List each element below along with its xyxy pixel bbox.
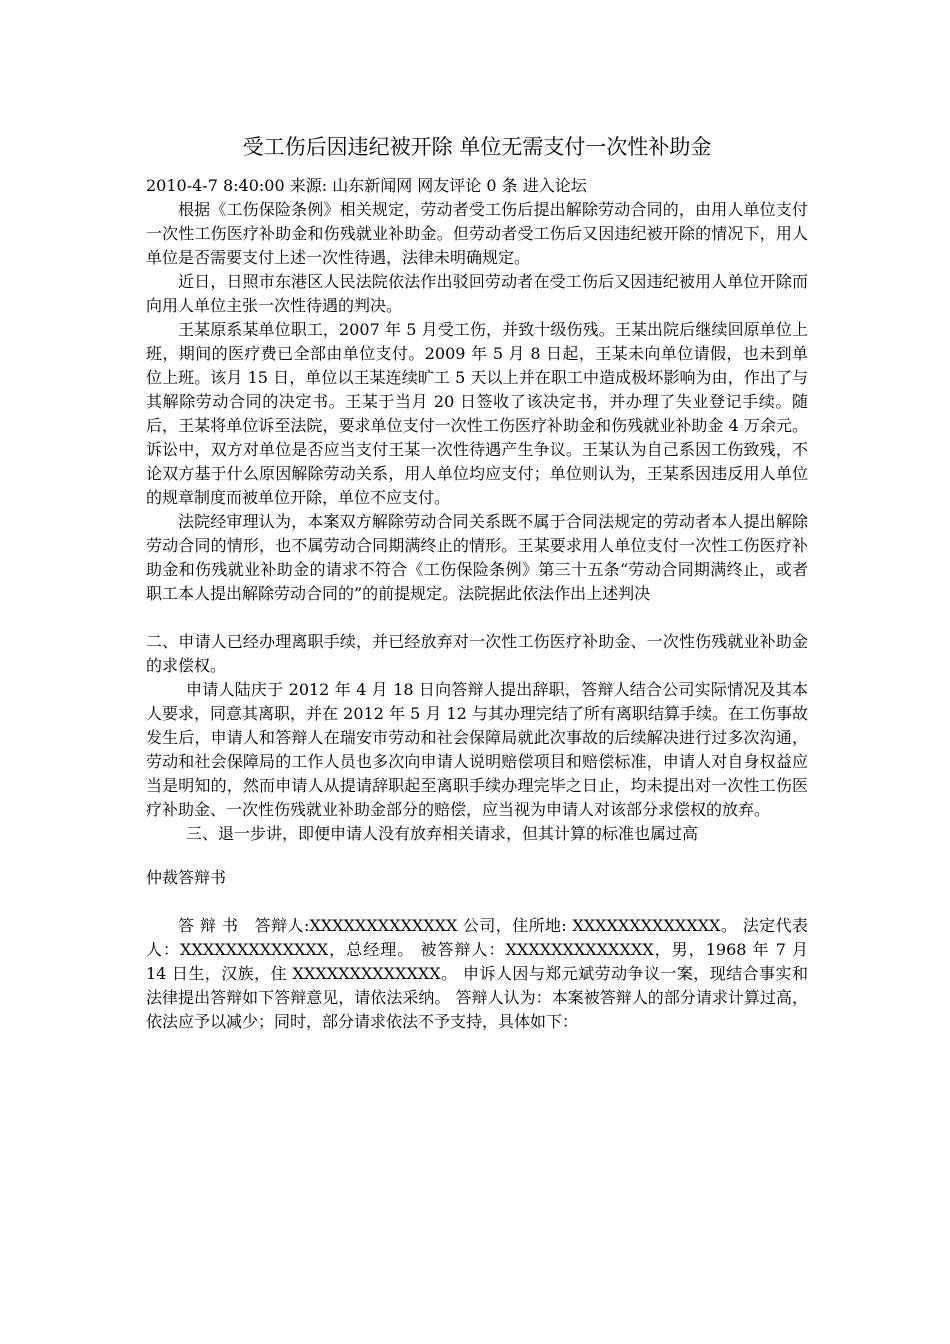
article-title: 受工伤后因违纪被开除 单位无需支付一次性补助金 <box>242 135 712 159</box>
spacer <box>146 606 808 630</box>
spacer <box>146 890 808 914</box>
paragraph-court-reasoning: 法院经审理认为，本案双方解除劳动合同关系既不属于合同法规定的劳动者本人提出解除劳动合同的情形，也不属劳动合同期满终止的情形。王某要求用人单位支付一次性工伤医疗补助金和伤残就业补助金的请求不符合《工伤保险条例》第三十五条“劳动合同期满终止，或者职工本人提出解除劳动合同的”的前提规定。法院据此依法作出上述判决 <box>146 512 808 603</box>
section-two-heading: 二、申请人已经办理离职手续，并已经放弃对一次性工伤医疗补助金、一次性伤残就业补助金的求偿权。 <box>146 632 808 675</box>
paragraph-court-ruling: 近日，日照市东港区人民法院依法作出驳回劳动者在受工伤后又因违纪被用人单位开除而向用人单位主张一次性待遇的判决。 <box>146 272 808 315</box>
paragraph-case-facts: 王某原系某单位职工，2007 年 5 月受工伤，并致十级伤残。王某出院后继续回原单位上班，期间的医疗费已全部由单位支付。2009 年 5 月 8 日起，王某未向单位请假，也未到单位上班。该月 15 日，单位以王某连续旷工 5 天以上并在职工中造成极坏影响为由，作出了与其解除劳动合同的决定书。王某于当月 20 日签收了该决定书，并办理了失业登记手续。随后，王某将单位诉至法院，要求单位支付一次性工伤医疗补助金和伤残就业补助金 4 万余元。诉讼中，双方对单位是否应当支付王某一次性待遇产生争议。王某认为自己系因工伤致残，不论双方基于什么原因解除劳动关系，用人单位均应支付；单位则认为，王某系因违反用人单位的规章制度而被单位开除，单位不应支付。 <box>146 320 808 507</box>
section-two-body: 申请人陆庆于 2012 年 4 月 18 日向答辩人提出辞职，答辩人结合公司实际情况及其本人要求，同意其离职，并在 2012 年 5 月 12 与其办理完结了所有离职结算手续。在工伤事故发生后，申请人和答辩人在瑞安市劳动和社会保障局就此次事故的后续解决进行过多次沟通，劳动和社会保障局的工作人员也多次向申请人说明赔偿项目和赔偿标准，申请人对自身权益应当是明知的，然而申请人从提请辞职起至离职手续办理完毕之日止，均未提出对一次性工伤医疗补助金、一次性伤残就业补助金部分的赔偿，应当视为申请人对该部分求偿权的放弃。 <box>146 680 808 819</box>
section-three-heading: 三、退一步讲，即便申请人没有放弃相关请求，但其计算的标准也属过高 <box>186 824 699 843</box>
defense-heading: 仲裁答辩书 <box>146 868 227 887</box>
spacer <box>146 846 808 866</box>
document-page <box>146 132 808 1034</box>
article-meta: 2010-4-7 8:40:00 来源: 山东新闻网 网友评论 0 条 进入论坛 <box>146 176 587 195</box>
paragraph-legal-basis: 根据《工伤保险条例》相关规定，劳动者受工伤后提出解除劳动合同的，由用人单位支付一次性工伤医疗补助金和伤残就业补助金。但劳动者受工伤后又因违纪被开除的情况下，用人单位是否需要支付上述一次性待遇，法律未明确规定。 <box>146 200 808 267</box>
defense-body: 答 辩 书 答辩人:XXXXXXXXXXXXX 公司，住所地: XXXXXXXXXXXXX。 法定代表人：XXXXXXXXXXXXX，总经理。 被答辩人：XXXXXXXXXXXXX，男，1968 年 7 月 14 日生，汉族，住 XXXXXXXXXXXXX。 申诉人因与郑元斌劳动争议一案，现结合事实和法律提出答辩如下答辩意见，请依法采纳。 答辩人认为：本案被答辩人的部分请求计算过高，依法应予以减少；同时，部分请求依法不予支持，具体如下： <box>146 916 808 1031</box>
